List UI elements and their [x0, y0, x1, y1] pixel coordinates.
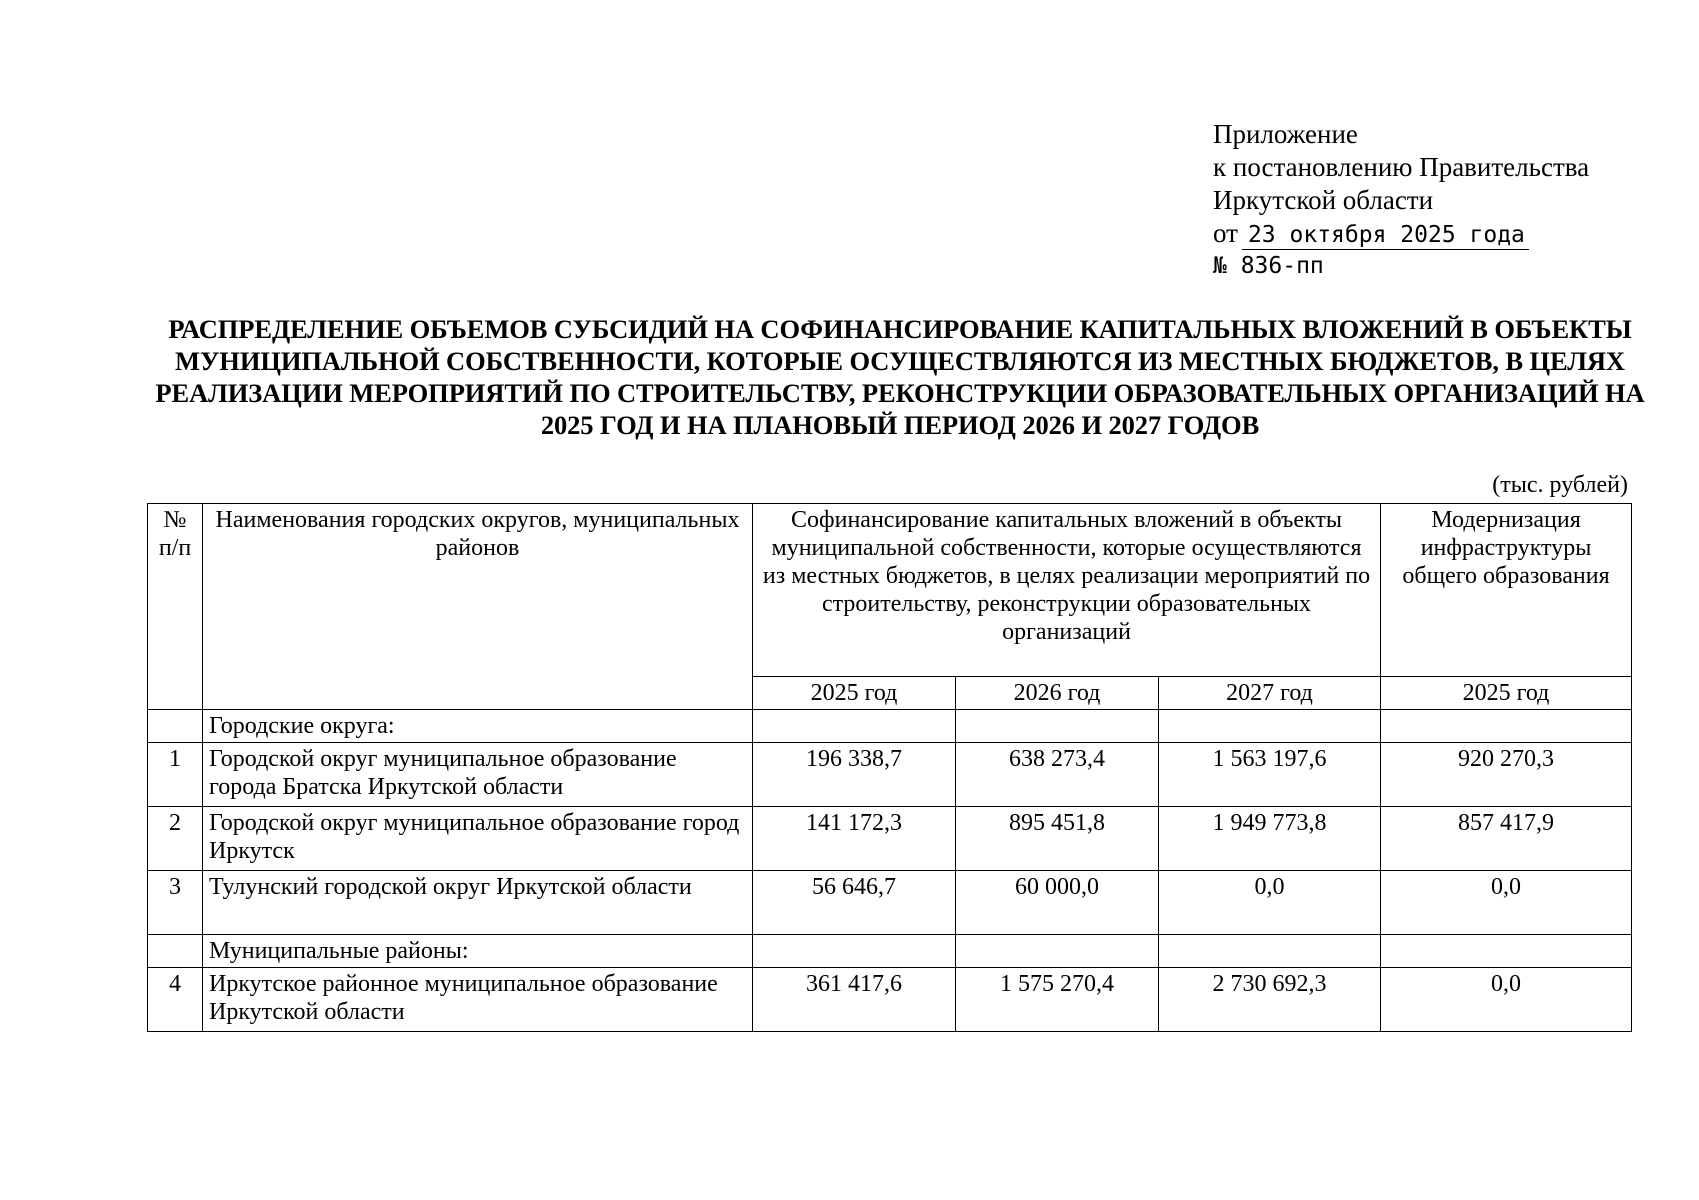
- row-value-2025: 56 646,7: [753, 871, 956, 935]
- row-value-2027: 2 730 692,3: [1159, 968, 1381, 1032]
- table-row: [148, 968, 1632, 1032]
- approval-block: [1213, 118, 1633, 283]
- approval-line-3: Иркутской области: [1213, 185, 1434, 215]
- row-value-2025: 141 172,3: [753, 807, 956, 871]
- header-year-2026: 2026 год: [956, 677, 1159, 710]
- date-prefix: от: [1213, 218, 1238, 248]
- section-label-municipal: Муниципальные районы:: [203, 935, 753, 968]
- row-value-2025: 196 338,7: [753, 743, 956, 807]
- document-title: РАСПРЕДЕЛЕНИЕ ОБЪЕМОВ СУБСИДИЙ НА СОФИНАНСИРОВАНИЕ КАПИТАЛЬНЫХ ВЛОЖЕНИЙ В ОБЪЕКТЫ МУНИЦИПАЛЬНОЙ СОБСТВЕННОСТИ, КОТОРЫЕ ОСУЩЕСТВЛЯЮТСЯ ИЗ МЕСТНЫХ БЮДЖЕТОВ, В ЦЕЛЯХ РЕАЛИЗАЦИИ МЕРОПРИЯТИЙ ПО СТРОИТЕЛЬСТВУ, РЕКОНСТРУКЦИИ ОБРАЗОВАТЕЛЬНЫХ ОРГАНИЗАЦИЙ НА 2025 ГОД И НА ПЛАНОВЫЙ ПЕРИОД 2026 И 2027 ГОДОВ: [155, 314, 1645, 440]
- row-modernization-2025: 0,0: [1381, 968, 1632, 1032]
- row-num: 4: [148, 968, 203, 1032]
- header-name: Наименования городских округов, муниципальных районов: [203, 504, 753, 710]
- row-num: 3: [148, 871, 203, 935]
- row-modernization-2025: 857 417,9: [1381, 807, 1632, 871]
- table-row: [148, 871, 1632, 935]
- header-modernization: Модернизация инфраструктуры общего образования: [1381, 504, 1632, 677]
- subsidy-table: [147, 503, 1632, 1032]
- section-row-urban: [148, 710, 1632, 743]
- row-name: Иркутское районное муниципальное образование Иркутской области: [203, 968, 753, 1032]
- row-num: 2: [148, 807, 203, 871]
- approval-line-2: к постановлению Правительства: [1213, 152, 1590, 182]
- header-num: № п/п: [148, 504, 203, 710]
- row-name: Городской округ муниципальное образование города Братска Иркутской области: [203, 743, 753, 807]
- row-modernization-2025: 0,0: [1381, 871, 1632, 935]
- header-cofinancing: Софинансирование капитальных вложений в объекты муниципальной собственности, которые осуществляются из местных бюджетов, в целях реализации мероприятий по строительству, реконструкции образовательных организаций: [753, 504, 1381, 677]
- header-modernization-2025: 2025 год: [1381, 677, 1632, 710]
- table-row: [148, 807, 1632, 871]
- approval-line-1: Приложение: [1213, 119, 1358, 149]
- header-year-2025: 2025 год: [753, 677, 956, 710]
- header-row-1: [148, 504, 1632, 677]
- approval-date-row: [1213, 217, 1633, 250]
- row-num: 1: [148, 743, 203, 807]
- row-value-2026: 60 000,0: [956, 871, 1159, 935]
- units-label: (тыс. рублей): [1492, 472, 1628, 498]
- table-row: [148, 743, 1632, 807]
- approval-number: № 836-пп: [1213, 253, 1324, 279]
- row-value-2026: 638 273,4: [956, 743, 1159, 807]
- row-name: Тулунский городской округ Иркутской области: [203, 871, 753, 935]
- row-value-2026: 1 575 270,4: [956, 968, 1159, 1032]
- row-value-2027: 1 949 773,8: [1159, 807, 1381, 871]
- row-value-2027: 1 563 197,6: [1159, 743, 1381, 807]
- row-modernization-2025: 920 270,3: [1381, 743, 1632, 807]
- section-label-urban: Городские округа:: [203, 710, 753, 743]
- row-value-2025: 361 417,6: [753, 968, 956, 1032]
- section-row-municipal: [148, 935, 1632, 968]
- row-value-2026: 895 451,8: [956, 807, 1159, 871]
- header-year-2027: 2027 год: [1159, 677, 1381, 710]
- row-name: Городской округ муниципальное образование город Иркутск: [203, 807, 753, 871]
- approval-date: 23 октября 2025 года: [1242, 221, 1529, 250]
- row-value-2027: 0,0: [1159, 871, 1381, 935]
